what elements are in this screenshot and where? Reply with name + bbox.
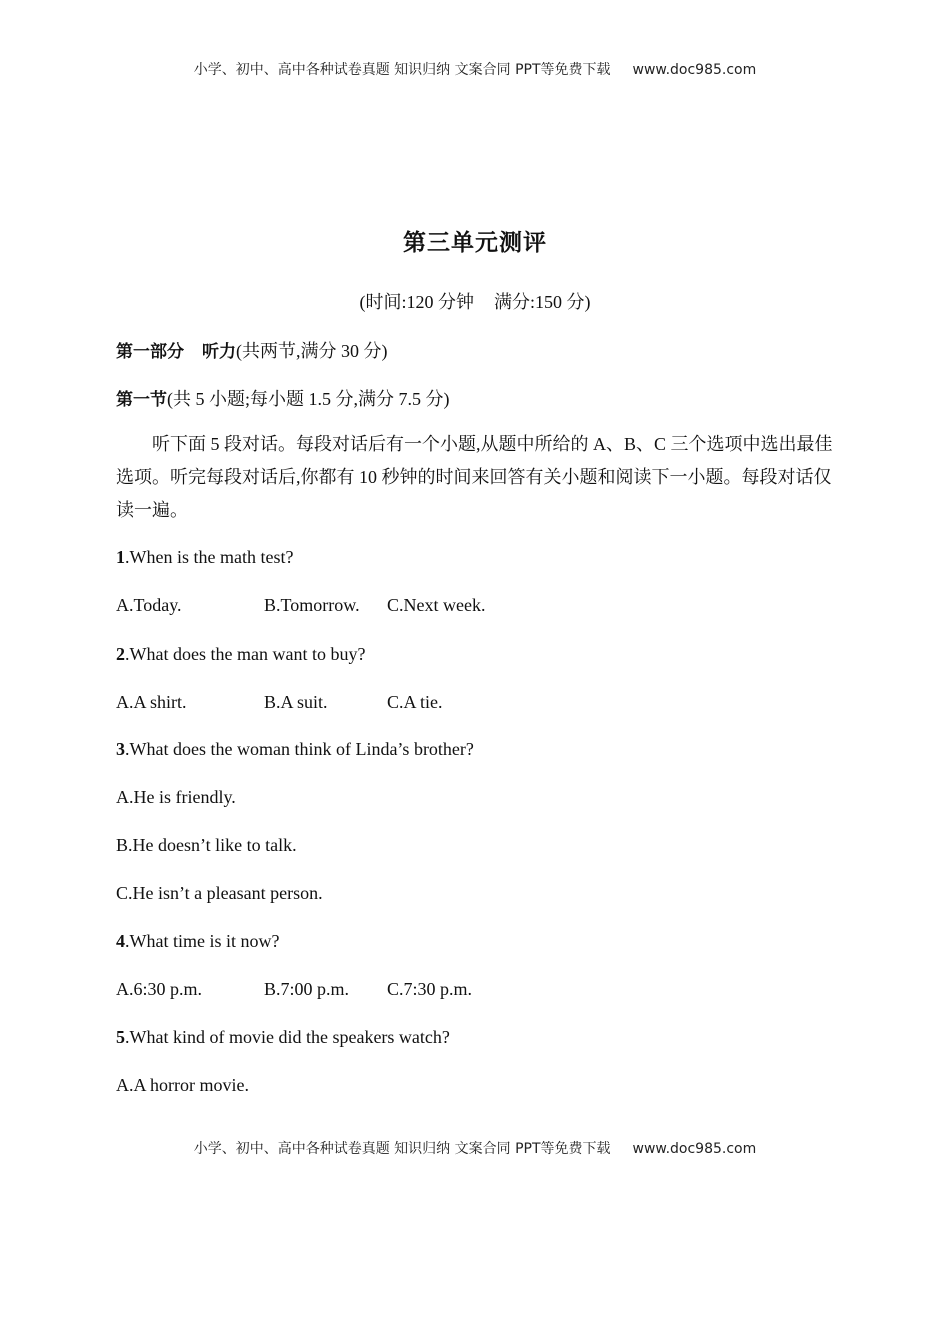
q1-option-b: B.Tomorrow. <box>264 595 360 615</box>
instructions-paragraph: 听下面 5 段对话。每段对话后有一个小题,从题中所给的 A、B、C 三个选项中选出最佳选项。听完每段对话后,你都有 10 秒钟的时间来回答有关小题和阅读下一小题。每段对话仅读一遍。 <box>116 434 833 520</box>
header-url: www.doc985.com <box>632 62 757 78</box>
question-text: .What does the woman think of Linda’s brother? <box>125 739 474 759</box>
section-one-detail: (共 5 小题;每小题 1.5 分,满分 7.5 分) <box>167 389 450 409</box>
q4-option-b: B.7:00 p.m. <box>264 979 350 999</box>
q2-option-b: B.A suit. <box>264 692 328 712</box>
part-one-detail: (共两节,满分 30 分) <box>236 341 388 361</box>
part-one-name: 听力 <box>202 342 236 362</box>
question-number: 4 <box>116 931 125 951</box>
question-text: .What time is it now? <box>125 931 280 951</box>
question-2 <box>116 644 365 665</box>
exam-time: (时间:120 分钟 <box>359 292 474 312</box>
question-text: .What kind of movie did the speakers watch? <box>125 1027 450 1047</box>
q1-option-c: C.Next week. <box>387 595 486 615</box>
exam-score: 满分:150 分) <box>494 292 591 312</box>
part-one-label: 第一部分 <box>116 342 184 362</box>
q4-option-a: A.6:30 p.m. <box>116 979 203 999</box>
q5-option-a: A.A horror movie. <box>116 1075 249 1095</box>
section-one-label: 第一节 <box>116 390 167 410</box>
header-text: 小学、初中、高中各种试卷真题 知识归纳 文案合同 PPT等免费下载 <box>193 62 611 78</box>
question-text: .What does the man want to buy? <box>125 644 366 664</box>
q2-option-a: A.A shirt. <box>116 692 187 712</box>
question-text: .When is the math test? <box>125 547 294 567</box>
page-footer <box>0 1138 950 1158</box>
question-number: 2 <box>116 644 125 664</box>
footer-url: www.doc985.com <box>632 1141 757 1157</box>
question-5 <box>116 1027 450 1048</box>
question-number: 3 <box>116 739 125 759</box>
footer-text: 小学、初中、高中各种试卷真题 知识归纳 文案合同 PPT等免费下载 <box>193 1141 611 1157</box>
question-number: 5 <box>116 1027 125 1047</box>
exam-info <box>0 288 950 314</box>
q3-option-b: B.He doesn’t like to talk. <box>116 835 297 855</box>
page-header <box>0 59 950 79</box>
q4-option-c: C.7:30 p.m. <box>387 979 473 999</box>
question-3 <box>116 739 474 760</box>
question-1 <box>116 547 293 568</box>
question-4 <box>116 931 279 952</box>
question-number: 1 <box>116 547 125 567</box>
section-one-heading <box>116 385 450 411</box>
q1-option-a: A.Today. <box>116 595 182 615</box>
page-title: 第三单元测评 <box>403 230 547 256</box>
q2-option-c: C.A tie. <box>387 692 443 712</box>
part-one-heading <box>116 337 388 363</box>
q3-option-c: C.He isn’t a pleasant person. <box>116 883 323 903</box>
q3-option-a: A.He is friendly. <box>116 787 236 807</box>
